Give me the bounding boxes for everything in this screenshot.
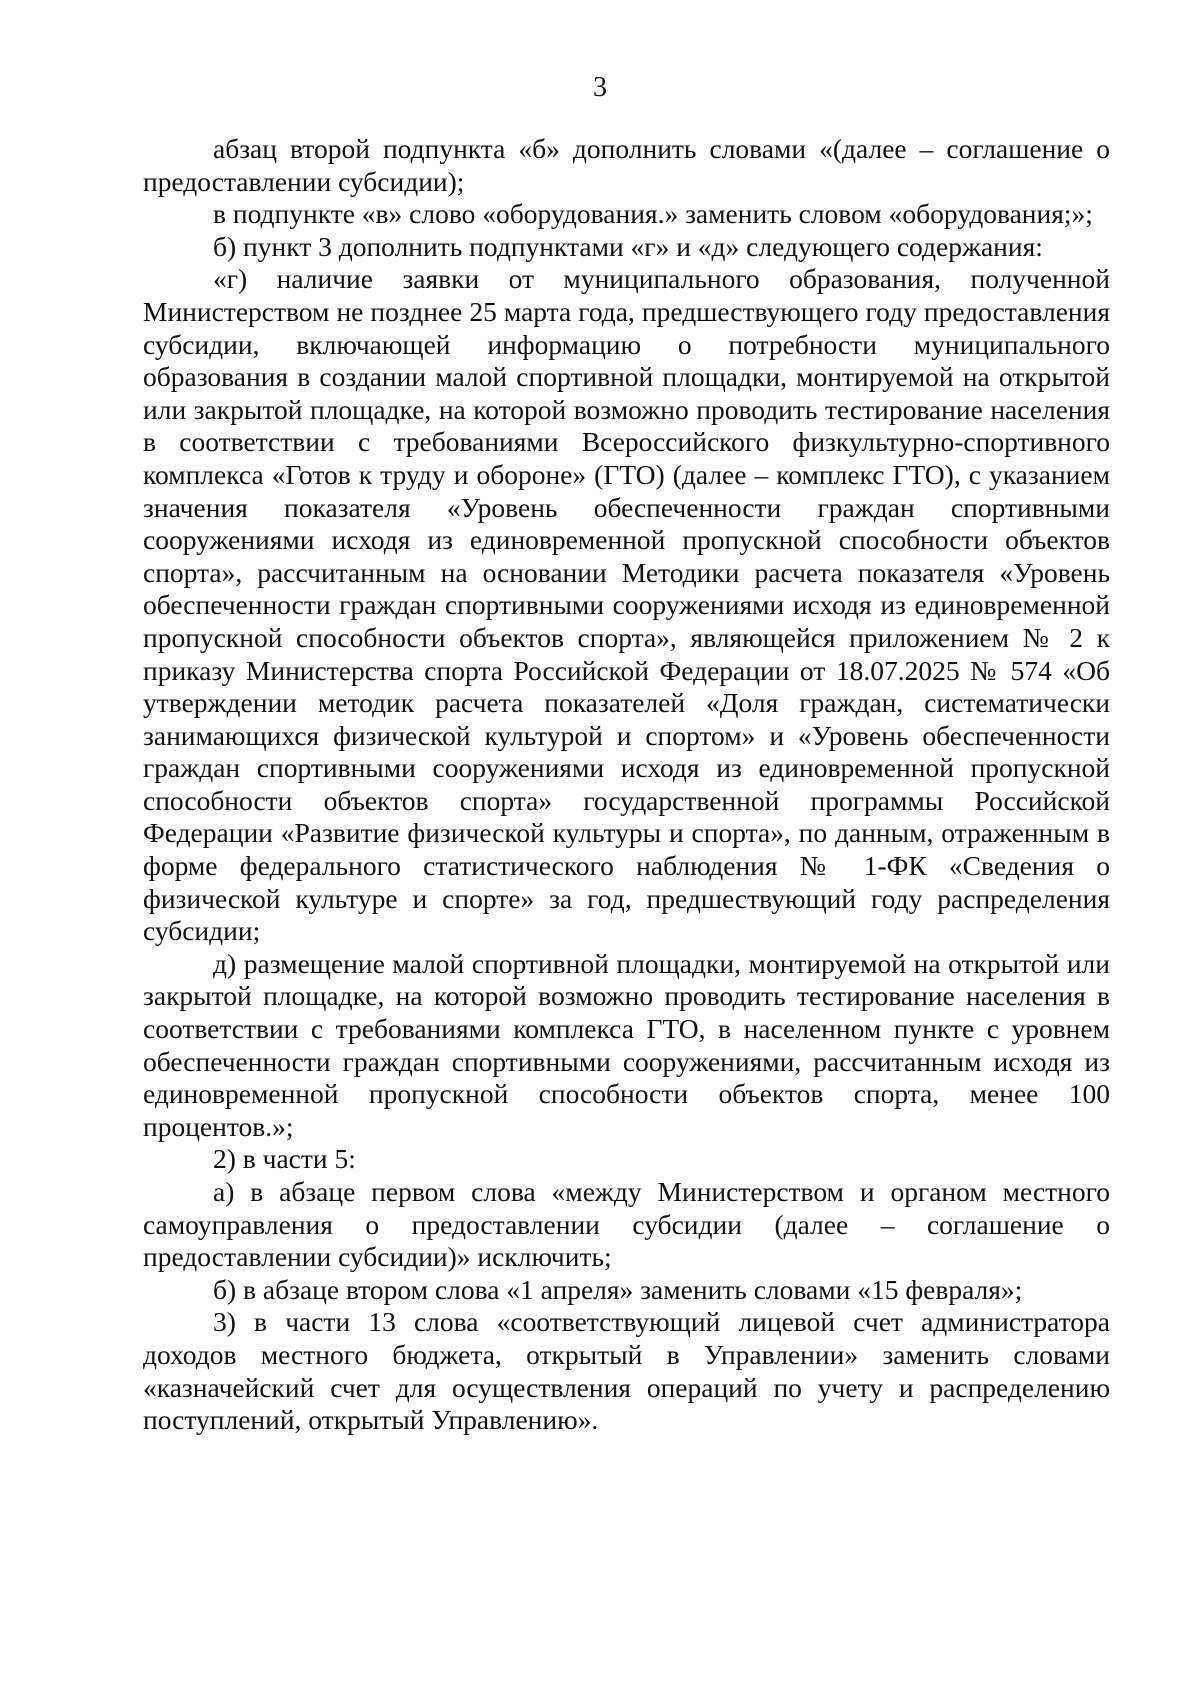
paragraph-subitem-d: д) размещение малой спортивной площадки, монтируемой на открытой или закрытой площадке, на которой возможно проводить тестирование населения в соответствии с требованиями комплекса ГТО, в населенном пункте с уровнем обеспеченности граждан спортивными сооружениями, рассчитанным исходя из единовременной пропускной способности объектов спорта, менее 100 процентов.»;	[143, 947, 1110, 1142]
paragraph-part-5-b: б) в абзаце втором слова «1 апреля» заменить словами «15 февраля»;	[213, 1273, 1023, 1305]
paragraph-item-3-supplement: б) пункт 3 дополнить подпунктами «г» и «д» следующего содержания:	[213, 230, 1043, 262]
page-number: 3	[593, 72, 607, 103]
paragraph-subitem-g: «г) наличие заявки от муниципального образования, полученной Министерством не позднее 25 марта года, предшествующего году предоставления субсидии, включающей информацию о потребности муниципального образования в создании малой спортивной площадки, монтируемой на открытой или закрытой площадке, на которой возможно проводить тестирование населения в соответствии с требованиями Всероссийского физкультурно-спортивного комплекса «Готов к труду и обороне» (ГТО) (далее – комплекс ГТО), с указанием значения показателя «Уровень обеспеченности граждан спортивными сооружениями исходя из единовременной пропускной способности объектов спорта», рассчитанным на основании Методики расчета показателя «Уровень обеспеченности граждан спортивными сооружениями исходя из единовременной пропускной способности объектов спорта», являющейся приложением № 2 к приказу Министерства спорта Российской Федерации от 18.07.2025 № 574 «Об утверждении методик расчета показателей «Доля граждан, систематически занимающихся физической культурой и спортом» и «Уровень обеспеченности граждан спортивными сооружениями исходя из единовременной пропускной способности объектов спорта» государственной программы Российской Федерации «Развитие физической культуры и спорта», по данным, отраженным в форме федерального статистического наблюдения № 1-ФК «Сведения о физической культуре и спорте» за год, предшествующий году распределения субсидии;	[143, 263, 1110, 947]
document-body	[143, 133, 1110, 1437]
paragraph-part-13: 3) в части 13 слова «соответствующий лицевой счет администратора доходов местного бюджета, открытый в Управлении» заменить словами «казначейский счет для осуществления операций по учету и распределению поступлений, открытый Управлению».	[143, 1306, 1110, 1436]
paragraph-part-5-a: а) в абзаце первом слова «между Министерством и органом местного самоуправления о предоставлении субсидии (далее – соглашение о предоставлении субсидии)» исключить;	[143, 1176, 1110, 1273]
paragraph-part-5: 2) в части 5:	[213, 1143, 356, 1175]
paragraph-amend-subitem-v: в подпункте «в» слово «оборудования.» заменить словом «оборудования;»;	[213, 198, 1093, 230]
paragraph-amend-subitem-b: абзац второй подпункта «б» дополнить словами «(далее – соглашение о предоставлении субсидии);	[143, 133, 1110, 197]
